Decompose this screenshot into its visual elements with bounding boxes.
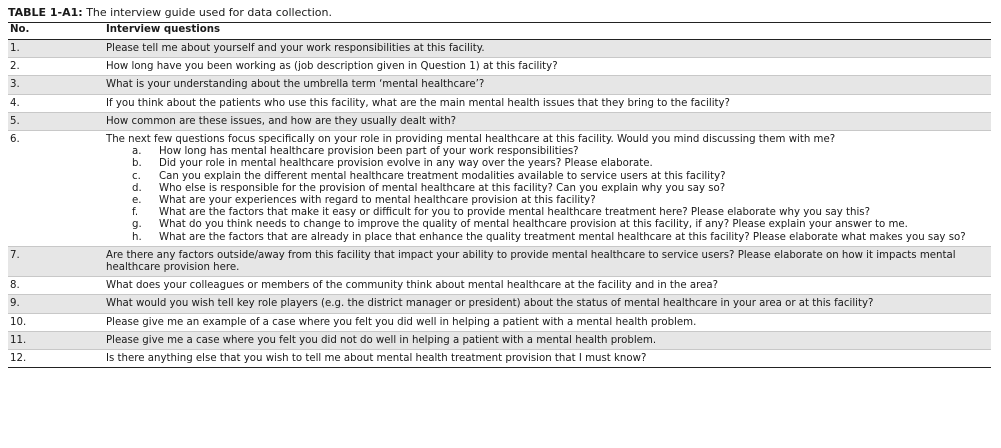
row-number: 8. (8, 277, 104, 295)
sub-question (132, 183, 989, 195)
row-question: Is there anything else that you wish to tell me about mental health treatment provision that I must know? (104, 350, 991, 368)
caption-text: The interview guide used for data collection. (86, 6, 332, 19)
question-intro: The next few questions focus specifically on your role in providing mental healthcare at this facility. Would you mind discussing them with me? (106, 134, 836, 146)
table-row (8, 313, 991, 331)
table-row (8, 277, 991, 295)
row-question (104, 131, 991, 247)
row-number: 7. (8, 246, 104, 276)
table-row (8, 131, 991, 247)
header-row (8, 23, 991, 40)
row-question: How long have you been working as (job description given in Question 1) at this facility? (104, 58, 991, 76)
sub-question-text: What are your experiences with regard to mental healthcare provision at this facility? (159, 195, 596, 207)
sub-question-text: What are the factors that make it easy or difficult for you to provide mental healthcare treatment here? Please elaborate why you say this? (159, 207, 871, 219)
row-number: 2. (8, 58, 104, 76)
header-no: No. (8, 23, 104, 40)
row-number: 12. (8, 350, 104, 368)
table-row (8, 246, 991, 276)
sub-question-text: Did your role in mental healthcare provision evolve in any way over the years? Please elaborate. (159, 158, 653, 170)
sub-question-letter: a. (132, 146, 142, 158)
table-row (8, 331, 991, 349)
sub-question (132, 232, 989, 244)
sub-question-letter: e. (132, 195, 142, 207)
row-number: 3. (8, 76, 104, 94)
sub-question-text: Who else is responsible for the provision of mental healthcare at this facility? Can you explain why you say so? (159, 182, 726, 194)
sub-question (132, 146, 989, 158)
row-number: 10. (8, 313, 104, 331)
row-number: 6. (8, 131, 104, 247)
sub-question-list (106, 146, 989, 244)
row-question: Please give me an example of a case where you felt you did well in helping a patient with a mental health problem. (104, 313, 991, 331)
sub-question (132, 219, 989, 231)
row-question: If you think about the patients who use this facility, what are the main mental health issues that they bring to the facility? (104, 94, 991, 112)
row-number: 9. (8, 295, 104, 313)
sub-question (132, 195, 989, 207)
table-row (8, 350, 991, 368)
table-row (8, 295, 991, 313)
row-number: 11. (8, 331, 104, 349)
table-row (8, 58, 991, 76)
row-question: What would you wish tell key role players (e.g. the district manager or president) about the status of mental healthcare in your area or at this facility? (104, 295, 991, 313)
sub-question-text: What are the factors that are already in place that enhance the quality treatment mental healthcare at this facility? Please elaborate what makes you say so? (159, 231, 966, 243)
row-question: What is your understanding about the umbrella term ‘mental healthcare’? (104, 76, 991, 94)
row-question: What does your colleagues or members of the community think about mental healthcare at the facility and in the area? (104, 277, 991, 295)
table-row (8, 40, 991, 58)
sub-question-text: What do you think needs to change to improve the quality of mental healthcare provision at this facility, if any? Please explain your answer to me. (159, 219, 908, 231)
sub-question (132, 207, 989, 219)
sub-question-text: Can you explain the different mental healthcare treatment modalities available to service users at this facility? (159, 170, 726, 182)
row-number: 4. (8, 94, 104, 112)
sub-question-letter: c. (132, 170, 141, 182)
sub-question-letter: h. (132, 231, 142, 243)
sub-question-letter: b. (132, 158, 142, 170)
row-number: 5. (8, 112, 104, 130)
interview-guide-table (8, 22, 991, 368)
table-caption (8, 6, 991, 22)
row-number: 1. (8, 40, 104, 58)
sub-question-text: How long has mental healthcare provision been part of your work responsibilities? (159, 146, 579, 158)
header-questions: Interview questions (104, 23, 991, 40)
table-row (8, 76, 991, 94)
row-question: How common are these issues, and how are they usually dealt with? (104, 112, 991, 130)
sub-question (132, 158, 989, 170)
sub-question-letter: g. (132, 219, 142, 231)
table-row (8, 94, 991, 112)
row-question: Are there any factors outside/away from this facility that impact your ability to provide mental healthcare to service users? Please elaborate on how it impacts mental healthcare provision here. (104, 246, 991, 276)
sub-question-letter: d. (132, 182, 142, 194)
row-question: Please tell me about yourself and your work responsibilities at this facility. (104, 40, 991, 58)
caption-label: TABLE 1-A1: (8, 6, 83, 19)
table-row (8, 112, 991, 130)
sub-question-letter: f. (132, 207, 139, 219)
row-question: Please give me a case where you felt you did not do well in helping a patient with a mental health problem. (104, 331, 991, 349)
sub-question (132, 171, 989, 183)
